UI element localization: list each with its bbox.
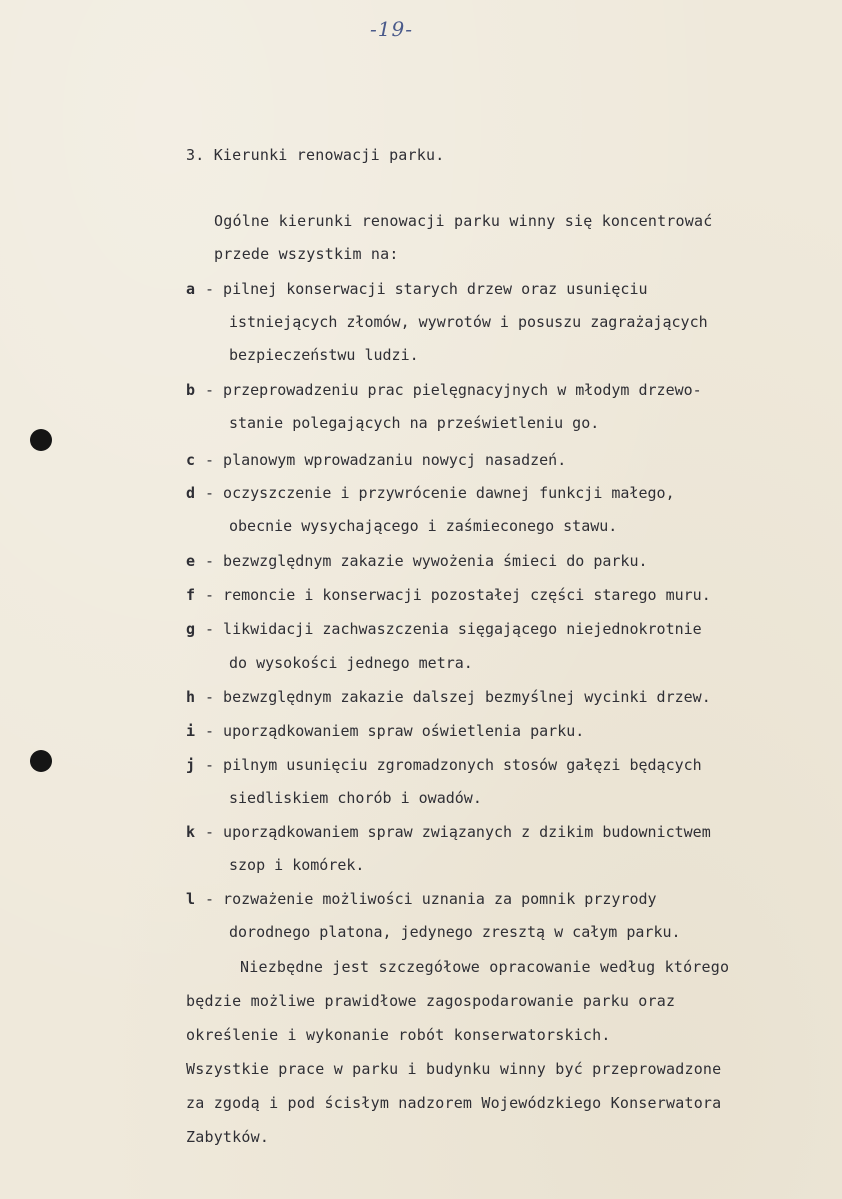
list-item-letter: j <box>186 756 196 774</box>
list-item-text: - bezwzględnym zakazie wywożenia śmieci do parku. <box>205 552 648 570</box>
closing-line: Zabytków. <box>186 1128 270 1146</box>
page-number: -19- <box>370 17 413 41</box>
list-item-letter: i <box>186 722 196 740</box>
intro-line: Ogólne kierunki renowacji parku winny się koncentrować <box>214 212 713 230</box>
list-item-letter: k <box>186 823 196 841</box>
closing-line: określenie i wykonanie robót konserwatorskich. <box>186 1026 611 1044</box>
list-item-letter: b <box>186 381 196 399</box>
list-item-letter: e <box>186 552 196 570</box>
list-item-text: - oczyszczenie i przywrócenie dawnej funkcji małego, <box>205 484 675 502</box>
list-item-letter: d <box>186 484 196 502</box>
list-item-text: - likwidacji zachwaszczenia sięgającego niejednokrotnie <box>205 620 702 638</box>
list-item-text: - uporządkowaniem spraw związanych z dzikim budownictwem <box>205 823 711 841</box>
list-item-letter: h <box>186 688 196 706</box>
list-item-text: - planowym wprowadzaniu nowycj nasadzeń. <box>205 451 567 469</box>
list-item-letter: g <box>186 620 196 638</box>
list-item-continuation: stanie polegających na prześwietleniu go. <box>229 414 600 432</box>
list-item-text: - uporządkowaniem spraw oświetlenia parku. <box>205 722 585 740</box>
list-item-text: - przeprowadzeniu prac pielęgnacyjnych w młodym drzewo- <box>205 381 702 399</box>
list-item-continuation: bezpieczeństwu ludzi. <box>229 346 419 364</box>
punch-hole <box>30 750 52 772</box>
closing-line: Wszystkie prace w parku i budynku winny być przeprowadzone <box>186 1060 722 1078</box>
list-item-text: - pilnej konserwacji starych drzew oraz usunięciu <box>205 280 648 298</box>
closing-line: Niezbędne jest szczegółowe opracowanie według którego <box>240 958 730 976</box>
list-item-continuation: obecnie wysychającego i zaśmieconego stawu. <box>229 517 618 535</box>
closing-line: za zgodą i pod ścisłym nadzorem Wojewódzkiego Konserwatora <box>186 1094 722 1112</box>
list-item-letter: l <box>186 890 196 908</box>
list-item-letter: c <box>186 451 196 469</box>
list-item-letter: f <box>186 586 196 604</box>
list-item-continuation: szop i komórek. <box>229 856 365 874</box>
list-item-letter: a <box>186 280 196 298</box>
closing-line: będzie możliwe prawidłowe zagospodarowanie parku oraz <box>186 992 676 1010</box>
punch-hole <box>30 429 52 451</box>
intro-line: przede wszystkim na: <box>214 245 399 263</box>
list-item-text: - bezwzględnym zakazie dalszej bezmyślnej wycinki drzew. <box>205 688 711 706</box>
list-item-continuation: istniejących złomów, wywrotów i posuszu zagrażających <box>229 313 708 331</box>
list-item-text: - pilnym usunięciu zgromadzonych stosów gałęzi będących <box>205 756 702 774</box>
section-title: 3. Kierunki renowacji parku. <box>186 146 445 164</box>
list-item-continuation: dorodnego platona, jedynego zresztą w całym parku. <box>229 923 681 941</box>
list-item-continuation: do wysokości jednego metra. <box>229 654 473 672</box>
list-item-continuation: siedliskiem chorób i owadów. <box>229 789 482 807</box>
list-item-text: - rozważenie możliwości uznania za pomnik przyrody <box>205 890 657 908</box>
list-item-text: - remoncie i konserwacji pozostałej części starego muru. <box>205 586 711 604</box>
